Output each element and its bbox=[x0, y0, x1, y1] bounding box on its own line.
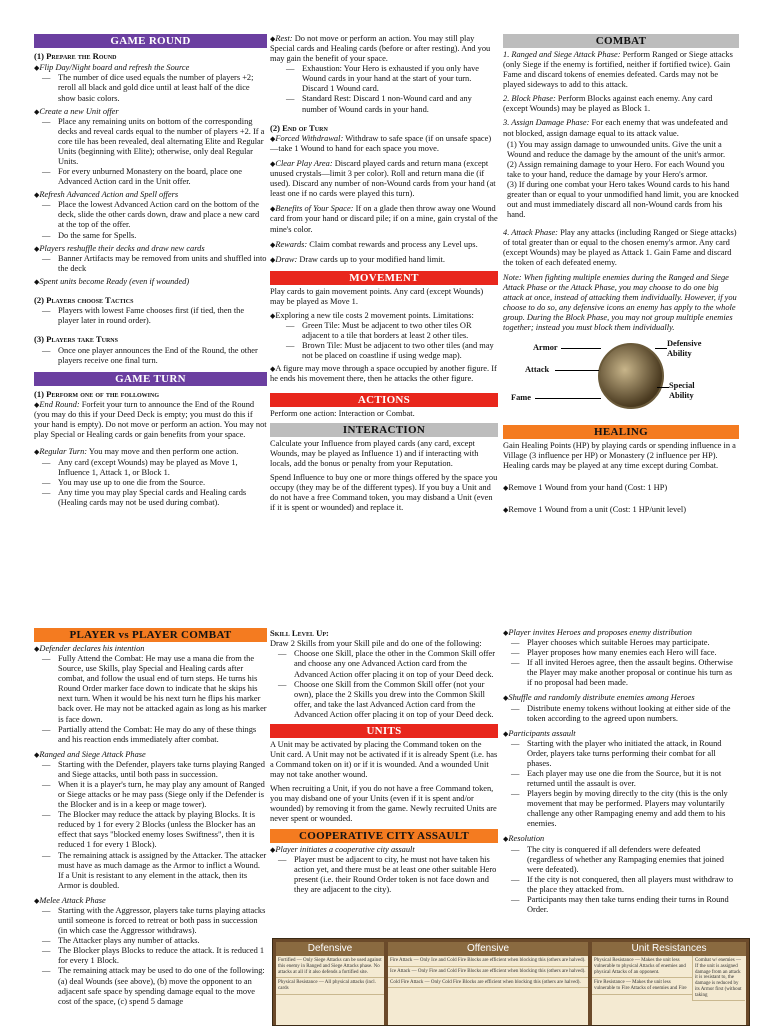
list-item: — The remaining attack may be used to do one of the following: (a) deal Wounds (see above), (b) move the opponent to an adjacent safe space by spending damage equal to the move cost of the space, (c) spend 5 damage bbox=[48, 966, 267, 1006]
fame-pointer bbox=[535, 398, 601, 399]
phase-3-label: 3. Assign Damage Phase: bbox=[503, 118, 590, 128]
units-p2: When recruiting a Unit, if you do not have a free Command token, you may disband one of your Units (even if it is spent and/or wounded) by removing it from the game. Newly recruited Units are never spent or wounded. bbox=[270, 784, 497, 824]
defender-bullet: ◆ Defender declares his intention bbox=[34, 644, 267, 654]
benefits-text: If on a glade then throw away one Wound card from your hand or discard pile; if on a mine, gain crystal of the mine's color. bbox=[270, 204, 498, 234]
list-item: — Player proposes how many enemies each Hero will face. bbox=[517, 648, 739, 658]
list-item: — Choose one Skill, place the other in the Common Skill offer and choose any one Advanced Action card from the Advanced Action offer placing it on top of your Deed deck. bbox=[284, 649, 498, 679]
unit-offer-list bbox=[48, 117, 267, 188]
table-row: Physical Resistance — Makes the unit less vulnerable to physical Attacks of enemies and physical Attacks of an opponent. bbox=[592, 956, 692, 978]
phase-1-label: 1. Ranged and Siege Attack Phase: bbox=[503, 50, 621, 59]
list-item: — Standard Rest: Discard 1 non-Wound card and any number of Wound cards in your hand. bbox=[292, 94, 498, 114]
interaction-p1: Calculate your Influence from played cards (any card, except Wounds, may be played as Influence 1) and if interacting with locals, add the bonus or penalty from your Reputation. bbox=[270, 438, 479, 468]
combat-header: COMBAT bbox=[503, 34, 739, 48]
units-header: UNITS bbox=[270, 724, 498, 738]
phase-1-text: Perform Ranged or Siege attacks (only Siege if the enemy is fortified, neither if fortified twice). Gain Fame and discard tokens of enemies defeated. Cards may not be played sideways to add to this attack. bbox=[503, 50, 733, 90]
list-item: — Any card (except Wounds) may be played as Move 1, Influence 1, Attack 1, or Block 1. bbox=[48, 458, 267, 478]
participants-bullet: ◆ Participants assault bbox=[503, 729, 739, 739]
offensive-table-header: Offensive bbox=[388, 942, 588, 956]
list-item: — Place the lowest Advanced Action card on the bottom of the deck, slide the other cards down, draw and place a new card at the top of the offer. bbox=[48, 200, 267, 230]
rewards-item bbox=[270, 240, 498, 250]
draw-item bbox=[270, 255, 498, 265]
shuffle-list bbox=[517, 704, 739, 724]
benefits-item bbox=[270, 204, 498, 234]
skill-level-heading: Skill Level Up: bbox=[270, 628, 329, 638]
actions-header: ACTIONS bbox=[270, 393, 498, 407]
table-row: Fire Resistance — Makes the unit less vulnerable to Fire Attacks of enemies and Fire bbox=[592, 978, 692, 995]
heal-hand-bullet: ◆ Remove 1 Wound from your hand (Cost: 1 HP) bbox=[503, 483, 739, 493]
benefits-label: ◆ Benefits of Your Space: bbox=[270, 204, 353, 213]
table-row: Physical Resistance — All physical attacks (incl. cards bbox=[276, 978, 384, 995]
game-round-header: GAME ROUND bbox=[34, 34, 267, 48]
list-item: — Distribute enemy tokens without looking at either side of the token according to the agreed upon numbers. bbox=[517, 704, 739, 724]
game-turn-header: GAME TURN bbox=[34, 372, 267, 386]
combat-phase-2 bbox=[503, 94, 739, 114]
resistances-side-note: Combat w/ enemies — If the unit is assigned damage from an attack it is resistant to, the damage is reduced by its Armor first (without taking bbox=[692, 956, 745, 1001]
list-item: — Exhaustion: Your Hero is exhausted if you only have Wound cards in your hand at the start of your turn. Discard 1 Wound card. bbox=[292, 64, 498, 94]
column-rest-movement bbox=[270, 34, 498, 517]
offensive-table bbox=[388, 942, 588, 1025]
phase-2-label: 2. Block Phase: bbox=[503, 94, 556, 104]
reshuffle-bullet: ◆ Players reshuffle their decks and draw new cards bbox=[34, 244, 267, 254]
defensive-table-header: Defensive bbox=[276, 942, 384, 956]
resistances-table bbox=[592, 942, 746, 1025]
damage-steps bbox=[507, 140, 739, 221]
list-item: — Players with lowest Fame chooses first (if tied, then the player later in round order). bbox=[48, 306, 267, 326]
list-item: (3) If during one combat your Hero takes Wound cards to his hand greater than or equal to your unmodified hand limit, you are knocked out and must immediately discard all non-Wound cards from his hand. bbox=[507, 179, 739, 220]
list-item: — Fully Attend the Combat: He may use a mana die from the Source, use Skills, play Special and Healing cards after combat, and follow the usual end of turn steps. He turns his Round Order marker face down to indicate that he skips his next turn. When it would be his next turn he flips his marker back over. He may not be attacked again as long as his marker is face down. bbox=[48, 654, 267, 725]
choose-tactics-heading: (2) Players choose Tactics bbox=[34, 294, 134, 305]
phase-2-text: Perform Blocks against each enemy. Any card (except Wounds) may be played as Block 1. bbox=[503, 94, 713, 114]
resolution-list bbox=[517, 845, 739, 916]
phase-4-text: Play any attacks (including Ranged or Siege attacks) of total greater than or equal to the chosen enemy's armor. Any card (except Wounds) may be played as Attack 1. Gain Fame and discard the token of each defeated enemy. bbox=[503, 228, 737, 268]
resolution-bullet: ◆ Resolution bbox=[503, 834, 739, 844]
explore-bullet: ◆ Exploring a new tile costs 2 movement points. Limitations: bbox=[270, 311, 498, 321]
melee-phase-bullet: ◆ Melee Attack Phase bbox=[34, 896, 267, 906]
end-round-label: ◆ End Round: bbox=[34, 400, 80, 409]
list-item: — Player chooses which suitable Heroes may participate. bbox=[517, 638, 739, 648]
invite-bullet: ◆ Player invites Heroes and proposes enemy distribution bbox=[503, 628, 739, 638]
actions-text: Perform one action: Interaction or Combat. bbox=[270, 408, 415, 418]
list-item: — Players begin by moving directly to the city (this is the only movement that may be performed. Players may voluntarily challenge any other Rampaging enemy and add them to his enemies. bbox=[517, 789, 739, 829]
armor-pointer bbox=[561, 348, 601, 349]
column-game-round bbox=[34, 34, 267, 511]
rest-text: Do not move or perform an action. You may still play Special cards and Healing cards (before or after resting). And you may gain the benefit of your space. bbox=[270, 34, 491, 64]
regular-turn-label: ◆ Regular Turn: bbox=[34, 447, 87, 456]
list-item: — Choose one Skill from the Common Skill offer (not your own), place the 2 Skills you drew into the Common Skill offer, and take the last Advanced Action card from the Advanced Action offer placing it on top of your Deed deck. bbox=[284, 680, 498, 720]
special-pointer bbox=[657, 387, 669, 388]
clear-play-area-text: Discard played cards and return mana (except unused crystals—limit 3 per color). Roll and return mana die (if used). Discard any number of non-Wound cards from your hand (at least one if no cards were played this turn). bbox=[270, 159, 496, 199]
skill-intro: Draw 2 Skills from your Skill pile and do one of the following: bbox=[270, 639, 482, 649]
ranged-phase-bullet: ◆ Ranged and Siege Attack Phase bbox=[34, 750, 267, 760]
draw-text: Draw cards up to your modified hand limit. bbox=[299, 254, 445, 264]
list-item: — Banner Artifacts may be removed from units and shuffled into the deck bbox=[48, 254, 267, 274]
list-item: — Starting with the player who initiated the attack, in Round Order, players take turns performing their combat for all phases. bbox=[517, 739, 739, 769]
list-item: — The remaining attack is assigned by the Attacker. The attacker must have as much damage as the Armor to inflict a Wound. If a Unit is resistant to any element in the attack, then its Armor is doubled. bbox=[48, 851, 267, 891]
list-item: — The Blocker plays Blocks to reduce the attack. It is reduced 1 for every 1 Block. bbox=[48, 946, 267, 966]
ranged-phase-list bbox=[48, 760, 267, 891]
turns-list bbox=[48, 346, 267, 366]
tactics-list bbox=[48, 306, 267, 326]
coop-header: COOPERATIVE CITY ASSAULT bbox=[270, 829, 498, 843]
list-item: — Place any remaining units on bottom of the corresponding decks and reveal cards equal to the number of players +2. If a core tile has been revealed, deal alternating Elite and Regular Units (beginning with Elite); otherwise, only deal Regular Units. bbox=[48, 117, 267, 167]
list-item: — You may use up to one die from the Source. bbox=[48, 478, 267, 488]
rewards-label: ◆ Rewards: bbox=[270, 240, 307, 249]
list-item: — Any time you may play Special cards and Healing cards (Healing cards may not be used during combat). bbox=[48, 488, 267, 508]
attack-pointer bbox=[555, 370, 599, 371]
draw-label: ◆ Draw: bbox=[270, 255, 297, 264]
fame-label: Fame bbox=[511, 393, 531, 403]
enemy-token-diagram bbox=[503, 339, 739, 419]
reshuffle-list bbox=[48, 254, 267, 274]
healing-header: HEALING bbox=[503, 425, 739, 439]
resistances-table-header: Unit Resistances bbox=[592, 942, 746, 956]
resistances-body bbox=[592, 956, 746, 1001]
participants-list bbox=[517, 739, 739, 830]
special-label: Special Ability bbox=[669, 381, 695, 401]
melee-phase-list bbox=[48, 906, 267, 1007]
column-pvp bbox=[34, 628, 267, 1010]
shuffle-bullet: ◆ Shuffle and randomly distribute enemies among Heroes bbox=[503, 693, 739, 703]
end-of-turn-heading: (2) End of Turn bbox=[270, 122, 328, 133]
table-row: Fortified — Only Siege Attacks can be used against this enemy in Ranged and Siege Attacks phase. No attacks at all if it also defends a fortified site. bbox=[276, 956, 384, 978]
list-item: — The Attacker plays any number of attacks. bbox=[48, 936, 267, 946]
forced-withdrawal-text: Withdraw to safe space (if on unsafe space)—take 1 Wound to hand for each space you move. bbox=[270, 133, 492, 154]
list-item: — Starting with the Aggressor, players take turns playing attacks until someone is forced to retreat or both pass in succession (in which case the Aggressor withdraws). bbox=[48, 906, 267, 936]
rest-label: ◆ Rest: bbox=[270, 34, 293, 43]
flip-board-bullet: ◆ Flip Day/Night board and refresh the Source bbox=[34, 63, 267, 73]
list-item: — Once one player announces the End of the Round, the other players receive one final turn. bbox=[48, 346, 267, 366]
regular-turn-text: You may move and then perform one action. bbox=[88, 446, 239, 456]
combat-phase-4 bbox=[503, 228, 739, 268]
interaction-p2: Spend Influence to buy one or more things offered by the space you occupy (they may be of the different types). If you buy a Unit and do not have a free Command token, you may disband a Unit (even if it is spent or wounded) and replace it. bbox=[270, 472, 498, 513]
list-item: — For every unburned Monastery on the board, place one Advanced Action card in the Unit offer. bbox=[48, 167, 267, 187]
coop-list bbox=[284, 855, 498, 895]
list-item: — Do the same for Spells. bbox=[48, 231, 267, 241]
defender-list bbox=[48, 654, 267, 745]
coop-bullet: ◆ Player initiates a cooperative city assault bbox=[270, 845, 498, 855]
end-round-text: Forfeit your turn to announce the End of the Round (you may do this if your Deed Deck is empty; you must do this if your hand is empty). Do not move or perform an action. You may not play Special or Healing cards or gain benefits from your space. bbox=[34, 400, 267, 440]
movement-header: MOVEMENT bbox=[270, 271, 498, 285]
list-item: — Green Tile: Must be adjacent to two other tiles OR adjacent to a tile that borders at least 2 other tiles. bbox=[292, 321, 498, 341]
movement-intro: Play cards to gain movement points. Any card (except Wounds) may be played as Move 1. bbox=[270, 286, 484, 306]
invite-list bbox=[517, 638, 739, 688]
regular-turn-item bbox=[34, 447, 267, 457]
table-row: Ice Attack — Only Fire and Cold Fire Blocks are efficient when blocking this (others are halved). bbox=[388, 967, 588, 978]
refresh-offers-list bbox=[48, 200, 267, 240]
unit-offer-bullet: ◆ Create a new Unit offer bbox=[34, 107, 267, 117]
column-assault bbox=[503, 628, 739, 934]
prepare-round-heading: (1) Prepare the Round bbox=[34, 51, 117, 61]
list-item: (2) Assign remaining damage to your Hero. For each Wound you take to your hand, reduce the damage by your Hero's armor. bbox=[507, 159, 725, 179]
pvp-header: PLAYER vs PLAYER COMBAT bbox=[34, 628, 267, 642]
column-skill-units bbox=[270, 628, 498, 934]
enemy-token-image bbox=[598, 343, 664, 409]
heal-unit-bullet: ◆ Remove 1 Wound from a unit (Cost: 1 HP/unit level) bbox=[503, 505, 739, 515]
phase-4-label: 4. Attack Phase: bbox=[503, 228, 558, 238]
defensive-pointer bbox=[655, 348, 667, 349]
list-item: (1) You may assign damage to unwounded units. Give the unit a Wound and reduce the damage by the amount of the unit's armor. bbox=[507, 139, 726, 159]
clear-play-area-item bbox=[270, 159, 498, 199]
forced-withdrawal-label: ◆ Forced Withdrawal: bbox=[270, 134, 343, 143]
list-item: — The number of dice used equals the number of players +2; reroll all black and gold dice until at least half of the dice show basic colors. bbox=[48, 73, 267, 103]
attack-label: Attack bbox=[525, 365, 550, 375]
flip-board-list bbox=[48, 73, 267, 103]
combat-phase-3 bbox=[503, 118, 739, 138]
list-item: — Brown Tile: Must be adjacent to two other tiles (and may not be placed on coastline if using wedge map). bbox=[292, 341, 498, 361]
refresh-offers-bullet: ◆ Refresh Advanced Action and Spell offers bbox=[34, 190, 267, 200]
spent-units-bullet: ◆ Spent units become Ready (even if wounded) bbox=[34, 277, 267, 287]
skill-list bbox=[284, 649, 498, 720]
forced-withdrawal-item bbox=[270, 134, 498, 154]
rewards-text: Claim combat rewards and process any Level ups. bbox=[309, 239, 478, 249]
list-item: — If all invited Heroes agree, then the assault begins. Otherwise the Player may make another proposal or continue his turn as if no proposal had been made. bbox=[517, 658, 739, 688]
list-item: — If the city is not conquered, then all players must withdraw to the place they attacked from. bbox=[517, 875, 739, 895]
end-round-item bbox=[34, 400, 267, 440]
list-item: — Participants may then take turns ending their turns in Round Order. bbox=[517, 895, 739, 915]
move-through-bullet: ◆ A figure may move through a space occupied by another figure. If he ends his movement there, then he attacks the other figure. bbox=[270, 364, 498, 384]
list-item: — The city is conquered if all defenders were defeated (regardless of whether any Rampaging enemies that joined were defeated). bbox=[517, 845, 739, 875]
list-item: — Partially attend the Combat: He may do any of these things and his reaction ends immediately after combat. bbox=[48, 725, 267, 745]
table-row: Fire Attack — Only Ice and Cold Fire Blocks are efficient when blocking this (others are halved). bbox=[388, 956, 588, 967]
defensive-label: Defensive Ability bbox=[667, 339, 702, 359]
units-p1: A Unit may be activated by placing the Command token on the Unit card. A Unit may not be activated if it is already Spent (i.e. has a Command token on it) or if it is wounded. And a wounded Unit may not take another wound. bbox=[270, 739, 498, 780]
armor-label: Armor bbox=[533, 343, 558, 353]
healing-text: Gain Healing Points (HP) by playing cards or spending influence in a Village (3 influence per HP) or Monastery (2 influence per HP). Healing cards may be played at any time except during Combat. bbox=[503, 441, 736, 471]
list-item: — When it is a player's turn, he may play any amount of Ranged or Siege attacks or he may pass (Siege only if the Defender is the Blocker and is in a keep or mage tower). bbox=[48, 780, 267, 810]
perform-heading: (1) Perform one of the following bbox=[34, 388, 160, 399]
column-combat bbox=[503, 34, 739, 515]
rest-item bbox=[270, 34, 498, 64]
list-item: — The Blocker may reduce the attack by playing Blocks. It is reduced by 1 for every 2 Blocks (unless the Blocker has an effect that says "blocked enemy loses Swiftness", then it is reduced 1 for every 1 Block). bbox=[48, 810, 267, 850]
phase-3-text: For each enemy that was undefeated and not blocked, assign damage equal to its attack value. bbox=[503, 118, 728, 138]
rest-list bbox=[292, 64, 498, 114]
resistances-rows bbox=[592, 956, 692, 1001]
defensive-table bbox=[276, 942, 384, 1025]
clear-play-area-label: ◆ Clear Play Area: bbox=[270, 159, 333, 168]
list-item: — Starting with the Defender, players take turns playing Ranged and Siege attacks, until both pass in succession. bbox=[48, 760, 267, 780]
combat-phase-1 bbox=[503, 50, 739, 90]
table-row: Cold Fire Attack — Only Cold Fire Blocks are efficient when blocking this (others are halved). bbox=[388, 978, 588, 989]
regular-turn-list bbox=[48, 458, 267, 508]
take-turns-heading: (3) Players take Turns bbox=[34, 334, 118, 345]
combat-note: Note: When fighting multiple enemies during the Ranged and Siege Attack Phase or the Attack Phase, you may choose to do one big attack at once, instead of attacking them individually. However, if you choose to do so, any defensive icons an enemy has apply to the whole group. During the Block Phase, you may not group multiple enemies together; instead you must block them individually. bbox=[503, 272, 737, 332]
list-item: — Each player may use one die from the Source, but it is not returned until the assault is over. bbox=[517, 769, 739, 789]
ability-reference-tables bbox=[272, 938, 750, 1026]
list-item: — Player must be adjacent to city, he must not have taken his action yet, and there must be at least one other suitable Hero present (i.e. their Round Order token is not face down and they are adjacent to the city). bbox=[284, 855, 498, 895]
interaction-header: INTERACTION bbox=[270, 423, 498, 437]
explore-list bbox=[292, 321, 498, 361]
